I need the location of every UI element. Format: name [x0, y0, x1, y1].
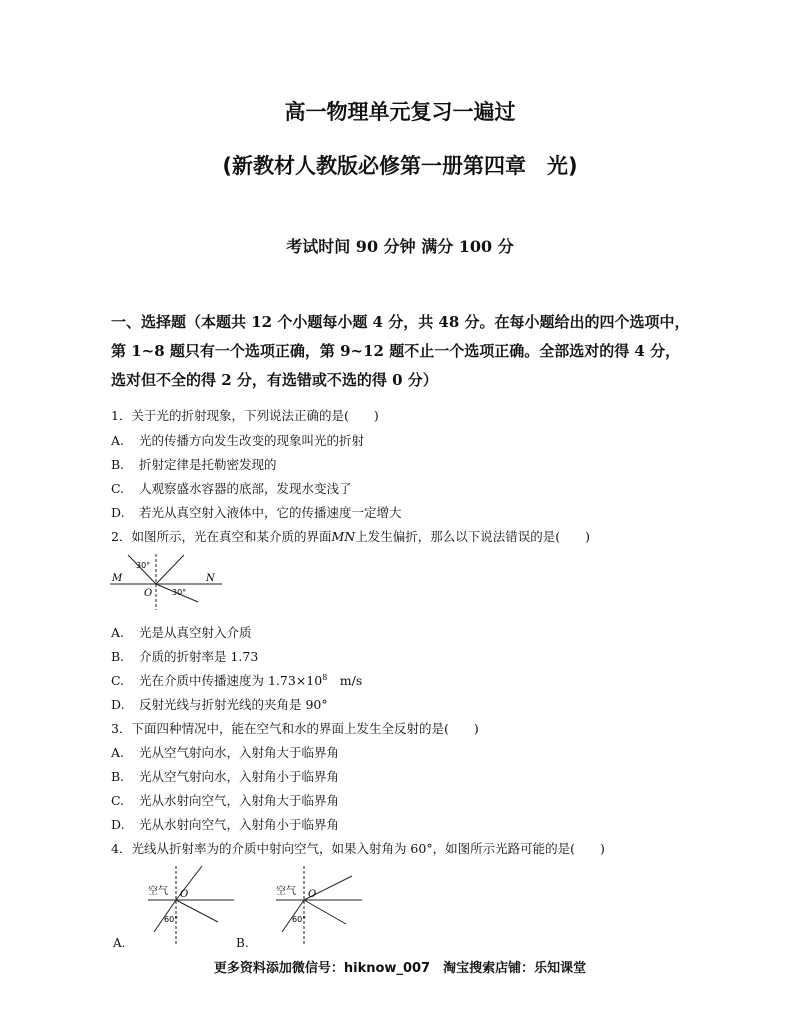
q3-option-b [111, 767, 339, 785]
option-text: 光从空气射向水，入射角小于临界角 [139, 769, 340, 784]
option-letter: D. [111, 817, 125, 832]
exponent: 8 [322, 672, 328, 682]
q1-stem: 1．关于光的折射现象，下列说法正确的是( ) [111, 408, 379, 423]
reflected-ray [176, 900, 218, 922]
air-label: 空气 [148, 886, 168, 897]
angle-top-label: 30° [136, 561, 151, 570]
q4-figure-a [140, 860, 240, 945]
q2-option-c [111, 671, 362, 689]
option-unit: m/s [327, 673, 363, 688]
option-text: 若光从真空射入液体中，它的传播速度一定增大 [139, 505, 402, 520]
q2-stem-b: 上发生偏折，那么以下说法错误的是( ) [355, 529, 590, 544]
option-letter: C. [111, 673, 125, 688]
option-letter: D. [111, 697, 125, 712]
q4-figure-a-label: A. [113, 936, 126, 950]
label-m: M [112, 573, 123, 584]
q1-option-b [111, 455, 277, 473]
option-letter: C. [111, 481, 125, 496]
option-text: 光是从真空射入介质 [139, 625, 252, 640]
option-text: 光从水射向空气，入射角小于临界角 [139, 817, 340, 832]
q2-option-d [111, 695, 328, 713]
q2-option-a [111, 623, 252, 641]
q1-option-d [111, 503, 402, 521]
option-letter: B. [111, 649, 125, 664]
q2-option-b [111, 647, 258, 665]
option-letter: C. [111, 793, 125, 808]
q3-option-a [111, 743, 339, 761]
q1-option-a [111, 431, 364, 449]
option-letter: B. [111, 457, 125, 472]
option-text: 反射光线与折射光线的夹角是 90° [139, 697, 328, 712]
label-o: O [308, 889, 317, 900]
option-letter: A. [111, 625, 125, 640]
angle-label: 60° [292, 915, 307, 924]
reflected-ray [304, 900, 346, 924]
option-letter: D. [111, 505, 125, 520]
option-letter: A. [111, 745, 125, 760]
q4-figure-b [268, 860, 368, 945]
option-text: 介质的折射率是 1.73 [139, 649, 259, 664]
option-text: 光从水射向空气，入射角大于临界角 [139, 793, 340, 808]
label-o: O [180, 889, 189, 900]
q2-stem [111, 527, 590, 545]
q4-stem: 4．光线从折射率为的介质中射向空气，如果入射角为 60°，如图所示光路可能的是( ) [111, 841, 605, 856]
angle-bottom-label: 30° [172, 588, 187, 597]
air-label: 空气 [276, 886, 296, 897]
label-n: N [206, 573, 215, 584]
q4-figure-b-label: B. [236, 936, 249, 950]
q3-stem: 3．下面四种情况中，能在空气和水的界面上发生全反射的是( ) [111, 721, 479, 736]
q2-stem-mn: MN [331, 529, 356, 544]
title-line1: 高一物理单元复习一遍过 [284, 100, 516, 124]
reflected-ray [156, 555, 184, 584]
section-header: 一、选择题（本题共 12 个小题每小题 4 分，共 48 分。在每小题给出的四个选项中，第 1~8 题只有一个选项正确，第 9~12 题不止一个选项正确。全部选对的得 4 分，选对但不全的得 2 分，有选错或不选的得 0 分） [111, 313, 690, 389]
option-text: 光从空气射向水，入射角大于临界角 [139, 745, 340, 760]
option-text: 光在介质中传播速度为 1.73×10 [139, 673, 323, 688]
q1-option-c [111, 479, 352, 497]
q2-refraction-figure [110, 550, 225, 610]
q3-option-d [111, 815, 339, 833]
option-text: 人观察盛水容器的底部，发现水变浅了 [139, 481, 352, 496]
q3-option-c [111, 791, 339, 809]
footer-note: 更多资料添加微信号：hiknow_007 淘宝搜索店铺：乐知课堂 [213, 961, 587, 976]
option-text: 光的传播方向发生改变的现象叫光的折射 [139, 433, 365, 448]
option-text: 折射定律是托勒密发现的 [139, 457, 277, 472]
option-letter: A. [111, 433, 125, 448]
option-letter: B. [111, 769, 125, 784]
q2-stem-a: 2．如图所示，光在真空和某介质的界面 [111, 529, 332, 544]
title-line2: (新教材人教版必修第一册第四章 光) [222, 154, 578, 178]
angle-label: 60° [164, 915, 179, 924]
exam-info: 考试时间 90 分钟 满分 100 分 [286, 237, 514, 256]
label-o: O [144, 588, 153, 599]
